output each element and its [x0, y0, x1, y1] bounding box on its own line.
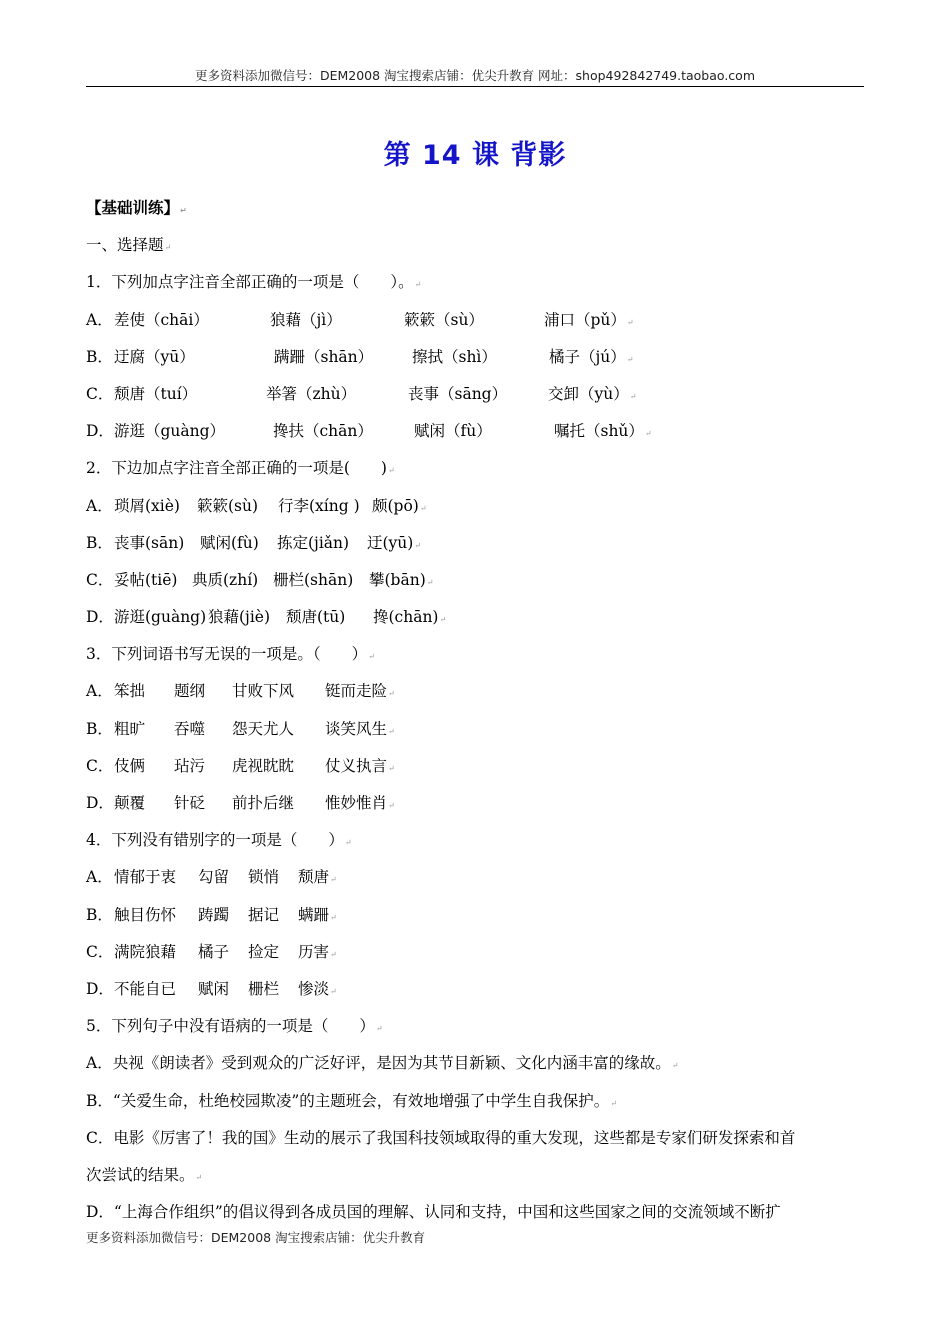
q1a-word-3: 簌簌（sù）: [404, 310, 484, 329]
q1b-word-2: 蹒跚（shān）: [274, 347, 374, 366]
header-rule: [86, 86, 864, 87]
q2b-word-1: 丧事(sān): [114, 533, 185, 552]
q2a-word-2: 簌簌(sù): [197, 496, 259, 515]
q2b-word-3: 拣定(jiǎn): [277, 533, 350, 552]
q1a-word-2: 狼藉（jì）: [270, 310, 342, 329]
question-1-option-c: C．颓唐（tuí） 举箸（zhù） 丧事（sāng） 交卸（yù）↵: [86, 376, 864, 413]
question-3-option-a: A．笨拙 题纲 甘败下风 铤而走险↵: [86, 682, 395, 701]
q1b-word-3: 擦拭（shì）: [412, 347, 497, 366]
question-5-stem: 5．下列句子中没有语病的一项是（ ）↵: [86, 1017, 383, 1036]
q2d-word-2: 狼藉(jiè): [208, 608, 271, 627]
question-2-option-b: B．丧事(sān) 赋闲(fù) 拣定(jiǎn) 迂(yū)↵: [86, 525, 864, 562]
question-4-option-b: B．触目伤怀 踌躅 据记 螨跚↵: [86, 905, 337, 924]
question-4-option-a: A．情郁于衷 勾留 锁悄 颓唐↵: [86, 868, 337, 887]
question-4-option-c: C．满院狼藉 橘子 捡定 历害↵: [86, 942, 337, 961]
q2d-word-3: 颓唐(tū): [286, 608, 346, 627]
question-2-option-a: A．琐屑(xiè) 簌簌(sù) 行李(xíng ) 颇(pō)↵: [86, 488, 864, 525]
question-5-option-d: D．“上海合作组织”的倡议得到各成员国的理解、认同和支持，中国和这些国家之间的交流领域不断扩: [86, 1203, 781, 1222]
page-header: 更多资料添加微信号：DEM2008 淘宝搜索店铺：优尖升教育 网址：shop492842749.taobao.com: [194, 68, 756, 83]
section-heading: 【基础训练】↵: [86, 199, 187, 217]
q2a-word-3: 行李(xíng ): [278, 496, 360, 515]
q1c-word-3: 丧事（sāng）: [408, 384, 508, 403]
q1a-word-4: 浦口（pǔ）: [544, 310, 626, 329]
q1a-word-1: 差使（chāi）: [114, 310, 209, 329]
subsection-heading: 一、选择题↵: [86, 236, 172, 255]
question-5-option-a: A．央视《朗读者》受到观众的广泛好评，是因为其节目新颖、文化内涵丰富的缘故。↵: [86, 1054, 679, 1073]
q2b-word-2: 赋闲(fù): [200, 533, 259, 552]
q1b-word-4: 橘子（jú）: [549, 347, 626, 366]
question-3-option-d: D．颠覆 针砭 前扑后继 惟妙惟肖↵: [86, 794, 395, 812]
question-1-option-d: D．游逛（guàng） 搀扶（chān） 赋闲（fù） 嘱托（shǔ）↵: [86, 413, 864, 450]
q1d-word-2: 搀扶（chān）: [273, 422, 373, 441]
question-5-option-c-cont: 次尝试的结果。↵: [86, 1165, 203, 1184]
q2c-word-2: 典质(zhí): [192, 570, 259, 589]
question-5-option-c: C．电影《厉害了！我的国》生动的展示了我国科技领域取得的重大发现，这些都是专家们研发探索和首: [86, 1128, 796, 1147]
q1d-word-1: 游逛（guàng）: [114, 422, 226, 441]
q2c-word-4: 攀(bān): [369, 570, 426, 589]
question-1-stem: 1．下列加点字注音全部正确的一项是（ ）。↵: [86, 273, 422, 292]
question-2-option-d: D．游逛(guàng) 狼藉(jiè) 颓唐(tū) 搀(chān)↵: [86, 599, 864, 636]
q1c-word-1: 颓唐（tuí）: [114, 384, 198, 403]
question-4-stem: 4．下列没有错别字的一项是（ ）↵: [86, 831, 352, 850]
q2d-word-1: 游逛(guàng): [114, 608, 207, 627]
question-2-option-c: C．妥帖(tiē) 典质(zhí) 栅栏(shān) 攀(bān)↵: [86, 562, 864, 599]
q2d-word-4: 搀(chān): [373, 608, 439, 627]
q1c-word-2: 举箸（zhù）: [266, 384, 357, 403]
question-3-option-b: B．粗旷 吞噬 怨天尤人 谈笑风生↵: [86, 719, 395, 738]
q2b-word-4: 迂(yū): [367, 533, 414, 552]
document-body: [86, 190, 864, 1231]
q1c-word-4: 交卸（yù）: [548, 384, 629, 403]
question-3-stem: 3．下列词语书写无误的一项是。（ ）↵: [86, 645, 375, 664]
q1d-word-3: 赋闲（fù）: [414, 422, 492, 441]
q2c-word-3: 栅栏(shān): [273, 570, 354, 589]
question-4-option-d: D．不能自已 赋闲 栅栏 惨淡↵: [86, 979, 337, 998]
q1d-word-4: 嘱托（shǔ）: [554, 422, 644, 441]
question-1-option-b: B．迂腐（yū） 蹒跚（shān） 擦拭（shì） 橘子（jú）↵: [86, 339, 864, 376]
q1b-word-1: 迂腐（yū）: [114, 347, 195, 366]
q2c-word-1: 妥帖(tiē): [114, 570, 178, 589]
question-2-stem: 2．下边加点字注音全部正确的一项是( )↵: [86, 459, 395, 478]
page-footer: 更多资料添加微信号：DEM2008 淘宝搜索店铺：优尖升教育: [86, 1230, 426, 1245]
q2a-word-4: 颇(pō): [372, 496, 419, 515]
q2a-word-1: 琐屑(xiè): [114, 496, 180, 515]
lesson-title: 第 14 课 背影: [383, 140, 567, 171]
question-3-option-c: C．伎俩 玷污 虎视眈眈 仗义执言↵: [86, 756, 395, 775]
question-1-option-a: A．差使（chāi） 狼藉（jì） 簌簌（sù） 浦口（pǔ）↵: [86, 302, 864, 339]
question-5-option-b: B．“关爱生命，杜绝校园欺凌”的主题班会，有效地增强了中学生自我保护。↵: [86, 1091, 617, 1110]
